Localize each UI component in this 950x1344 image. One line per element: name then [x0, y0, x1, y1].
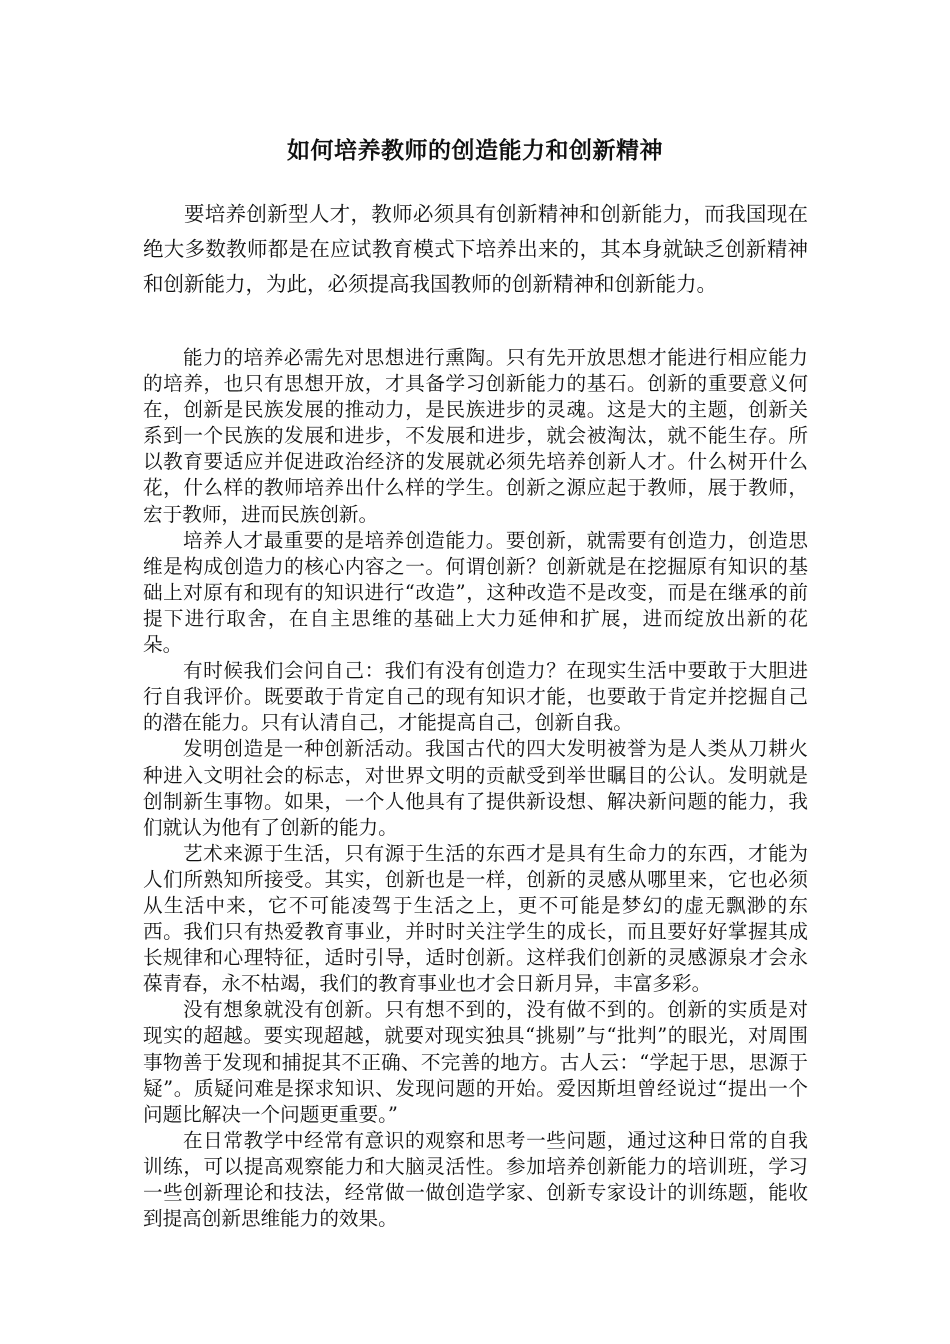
body-paragraph: 能力的培养必需先对思想进行熏陶。只有先开放思想才能进行相应能力的培养，也只有思想开放，才具备学习创新能力的基石。创新的重要意义何在，创新是民族发展的推动力，是民族进步的灵魂。这是大的主题，创新关系到一个民族的发展和进步，不发展和进步，就会被淘汰，就不能生存。所以教育要适应并促进政治经济的发展就必须先培养创新人才。什么树开什么花，什么样的教师培养出什么样的学生。创新之源应起于教师，展于教师，宏于教师，进而民族创新。 [143, 346, 808, 526]
body-paragraph: 艺术来源于生活，只有源于生活的东西才是具有生命力的东西，才能为人们所熟知所接受。其实，创新也是一样，创新的灵感从哪里来，它也必须从生活中来，它不可能凌驾于生活之上，更不可能是梦幻的虚无飘渺的东西。我们只有热爱教育事业，并时时关注学生的成长，而且要好好掌握其成长规律和心理特征，适时引导，适时创新。这样我们创新的灵感源泉才会永葆青春，永不枯竭，我们的教育事业也才会日新月异，丰富多彩。 [143, 841, 808, 996]
body-paragraph: 培养人才最重要的是培养创造能力。要创新，就需要有创造力，创造思维是构成创造力的核心内容之一。何谓创新？创新就是在挖掘原有知识的基础上对原有和现有的知识进行“改造”，这种改造不是改变，而是在继承的前提下进行取舍，在自主思维的基础上大力延伸和扩展，进而绽放出新的花朵。 [143, 528, 808, 657]
body-paragraph: 没有想象就没有创新。只有想不到的，没有做不到的。创新的实质是对现实的超越。要实现超越，就要对现实独具“挑剔”与“批判”的眼光，对周围事物善于发现和捕捉其不正确、不完善的地方。古人云：“学起于思，思源于疑”。质疑问难是探求知识、发现问题的开始。爱因斯坦曾经说过“提出一个问题比解决一个问题更重要。” [143, 998, 808, 1126]
body-paragraph: 在日常教学中经常有意识的观察和思考一些问题，通过这种日常的自我训练，可以提高观察能力和大脑灵活性。参加培养创新能力的培训班，学习一些创新理论和技法，经常做一做创造学家、创新专家设计的训练题，能收到提高创新思维能力的效果。 [143, 1128, 808, 1231]
body-paragraph: 有时候我们会问自己：我们有没有创造力？在现实生活中要敢于大胆进行自我评价。既要敢于肯定自己的现有知识才能，也要敢于肯定并挖掘自己的潜在能力。只有认清自己，才能提高自己，创新自我。 [143, 659, 808, 735]
body-paragraph: 发明创造是一种创新活动。我国古代的四大发明被誉为是人类从刀耕火种进入文明社会的标志，对世界文明的贡献受到举世瞩目的公认。发明就是创制新生事物。如果，一个人他具有了提供新设想、解决新问题的能力，我们就认为他有了创新的能力。 [143, 737, 808, 839]
intro-paragraph: 要培养创新型人才，教师必须具有创新精神和创新能力，而我国现在绝大多数教师都是在应试教育模式下培养出来的，其本身就缺乏创新精神和创新能力，为此，必须提高我国教师的创新精神和创新能力。 [143, 202, 808, 296]
document-body [143, 345, 808, 1232]
document-title: 如何培养教师的创造能力和创新精神 [287, 137, 663, 164]
